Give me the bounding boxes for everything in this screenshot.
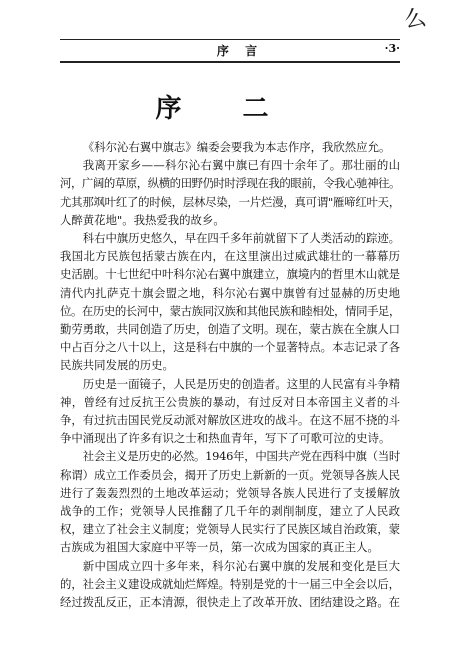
text-line: 称谓）成立工作委员会，揭开了历史上新新的一页。党领导各族人民: [60, 467, 400, 482]
text-line: 的，社会主义建设成就灿烂辉煌。特别是党的十一届三中全会以后，: [60, 576, 400, 591]
text-line: 史活剧。十七世纪中叶科尔沁右翼中旗建立，旗境内的哲里木山就是: [60, 267, 400, 282]
header-rule-bottom: [60, 61, 400, 63]
text-line: 权，建立了社会主义制度；党领导人民实行了民族区域自治政策，蒙: [60, 522, 400, 537]
text-line: 民族共同发展的历史。: [60, 358, 174, 373]
text-line: 尤其那飒叶红了的时候，层林尽染，一片烂漫，真可谓"雁啼红叶天，: [60, 194, 400, 209]
text-line: 清代内扎萨克十旗会盟之地，科尔沁右翼中旗曾有过显赫的历史地: [60, 285, 400, 300]
text-line: 神，曾经有过反抗王公贵族的暴动，有过反对日本帝国主义者的斗: [60, 394, 400, 409]
text-line: 我离开家乡——科尔沁右翼中旗已有四十余年了。那壮丽的山: [82, 158, 400, 173]
text-line: 位。在历史的长河中，蒙古族同汉族和其他民族和睦相处，情同手足，: [60, 303, 400, 318]
text-line: 历史是一面镜子，人民是历史的创造者。这里的人民富有斗争精: [82, 376, 400, 391]
body-text: [60, 138, 400, 611]
page-title: 序 二: [155, 94, 295, 124]
handwritten-corner-mark: 么: [402, 5, 428, 34]
running-header: [60, 42, 400, 60]
text-line: 科右中旗历史悠久，早在四千多年前就留下了人类活动的踪迹。: [82, 231, 400, 246]
text-line: 经过拨乱反正，正本清源，很快走上了改革开放、团结建设之路。在: [60, 595, 400, 610]
text-line: 社会主义是历史的必然。1946年，中国共产党在西科中旗（当时: [82, 449, 400, 464]
text-line: 《科尔沁右翼中旗志》编委会要我为本志作序，我欣然应允。: [82, 140, 391, 154]
text-line: 勤劳勇敢，共同创造了历史，创造了文明。现在，蒙古族在全旗人口: [60, 322, 400, 337]
text-line: 人醉黄花地"。我热爱我的故乡。: [60, 212, 225, 227]
text-line: 河，广阔的草原，纵横的田野仍时时浮现在我的眼前，令我心驰神往。: [60, 176, 400, 191]
page-number: ·3·: [384, 42, 400, 55]
text-line: 争，有过抗击国民党反动派对解放区进攻的战斗。在这不屈不挠的斗: [60, 413, 400, 428]
running-header-title: 序 言: [216, 44, 264, 58]
header-rule-top: [60, 39, 400, 40]
text-line: 战争的工作；党领导人民推翻了几千年的剥削制度，建立了人民政: [60, 504, 400, 519]
text-line: 我国北方民族包括蒙古族在内，在这里演出过威武雄壮的一幕幕历: [60, 249, 400, 264]
text-line: 古族成为祖国大家庭中平等一员，第一次成为国家的真正主人。: [60, 540, 379, 555]
text-line: 新中国成立四十多年来，科尔沁右翼中旗的发展和变化是巨大: [82, 558, 400, 573]
text-line: 中占百分之八十以上，这是科右中旗的一个显著特点。本志记录了各: [60, 340, 400, 355]
text-line: 进行了轰轰烈烈的土地改革运动；党领导各族人民进行了支援解放: [60, 485, 400, 500]
text-line: 争中涌现出了许多有识之士和热血青年，写下了可歌可泣的史诗。: [60, 431, 391, 446]
